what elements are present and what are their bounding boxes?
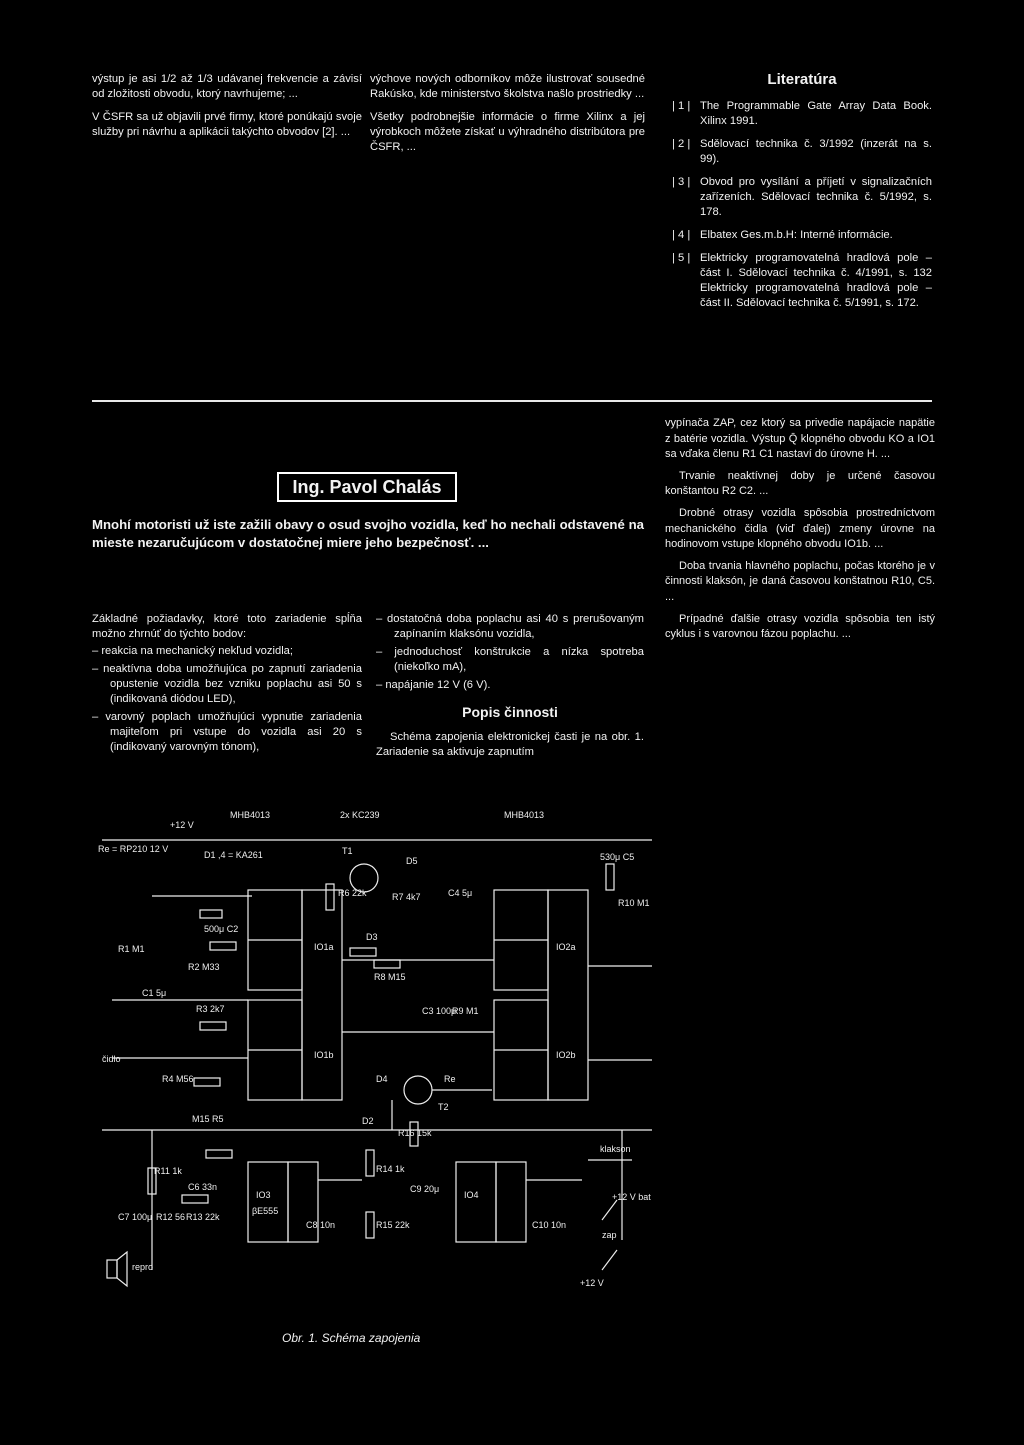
component-label: D3 [366, 932, 378, 942]
literature-text: Elbatex Ges.m.b.H: Interné informácie. [700, 229, 893, 241]
switch-label: zap [602, 1230, 617, 1240]
component-label: R16 15k [398, 1128, 432, 1138]
literature-item [672, 137, 932, 167]
component-label: R3 2k7 [196, 1004, 225, 1014]
ic-label: MHB4013 [504, 810, 545, 820]
literature-item [672, 99, 932, 129]
component-label: R8 M15 [374, 972, 406, 982]
component-label: C7 100μ [118, 1212, 153, 1222]
component-label: C9 20μ [410, 1184, 440, 1194]
literature-number: | 2 | [672, 138, 691, 150]
column-1 [92, 72, 362, 148]
circuit-schematic [92, 800, 660, 1320]
list-item: – napájanie 12 V (6 V). [376, 679, 491, 691]
component-label: R9 M1 [452, 1006, 479, 1016]
ic-label: IO4 [464, 1190, 479, 1200]
list-item: – jednoduchosť konštrukcie a nízka spotreba (niekoľko mA), [376, 646, 644, 673]
requirements-list [376, 612, 644, 693]
literature-number: | 1 | [672, 100, 691, 112]
sensor-label: čidlo [102, 1054, 121, 1064]
component-label: R7 4k7 [392, 892, 421, 902]
paragraph: Všetky podrobnejšie informácie o firme Xilinx a jej výrobkoch môžete získať u výhradného distribútora pre ČSFR, ... [370, 111, 645, 153]
component-label: C3 100μ [422, 1006, 457, 1016]
component-label: R14 1k [376, 1164, 405, 1174]
component-label: C4 5μ [448, 888, 473, 898]
paragraph: Trvanie neaktívnej doby je určené časovou konštantou R2 C2. ... [665, 469, 935, 498]
literature-item [672, 175, 932, 220]
voltage-label: +12 V [170, 820, 194, 830]
column-2 [370, 72, 645, 163]
literature-text: The Programmable Gate Array Data Book. Xilinx 1991. [700, 100, 932, 127]
component-label: C6 33n [188, 1182, 218, 1192]
component-label: R4 M56 [162, 1074, 194, 1084]
literature-text: Obvod pro vysílání a příjetí v signalizačních zařízeních. Sdělovací technika č. 5/1992, s. 178. [700, 176, 932, 218]
literature-text: Sdělovací technika č. 3/1992 (inzerát na s. 99). [700, 138, 932, 165]
literature-number: | 5 | [672, 252, 691, 264]
component-label: R15 22k [376, 1220, 410, 1230]
section-divider [92, 400, 932, 402]
component-label: R2 M33 [188, 962, 220, 972]
requirements-list [92, 644, 362, 755]
component-label: 500μ C2 [204, 924, 239, 934]
requirements-right [376, 612, 644, 760]
diode-label: D1 ,4 = KA261 [204, 850, 263, 860]
paragraph: Doba trvania hlavného poplachu, počas ktorého je v činnosti klaksón, je daná časovou konštatnou R10, C5. ... [665, 559, 935, 603]
list-item: – varovný poplach umožňujúci vypnutie zariadenia majiteľom pri vstupe do vozidla asi 20 s (indikovaný varovným tónom), [92, 711, 362, 753]
literature-text: Elektricky programovatelná hradlová pole – část I. Sdělovací technika č. 4/1991, s. 132 Elektricky programovatelná hradlová pole – část II. Sdělovací technika č. 5/1991, s. 172. [700, 252, 932, 309]
component-label: C10 10n [532, 1220, 567, 1230]
voltage-label: +12 V [580, 1278, 604, 1288]
component-label: M15 R5 [192, 1114, 224, 1124]
component-label: R13 22k [186, 1212, 220, 1222]
paragraph: vypínača ZAP, cez ktorý sa privedie napájacie napätie z batérie vozidla. Výstup Q̄ klopného obvodu KO a IO1 sa vďaka členu R1 C1 nastaví do úrovne H. ... [665, 417, 935, 461]
paragraph: Prípadné ďalšie otrasy vozidla spôsobia ten istý cyklus i s varovnou fázou poplachu. ... [665, 612, 935, 641]
literature-number: | 4 | [672, 229, 691, 241]
ic-label: 2x KC239 [340, 810, 380, 820]
ic-label: IO1a [314, 942, 334, 952]
ic-label: IO1b [314, 1050, 334, 1060]
component-label: D2 [362, 1116, 374, 1126]
list-item: – reakcia na mechanický nekľud vozidla; [92, 645, 294, 657]
list-item: – dostatočná doba poplachu asi 40 s prerušovaným zapínaním klaksónu vozidla, [376, 613, 644, 640]
ic-label: βE555 [252, 1206, 279, 1216]
figure-caption: Obr. 1. Schéma zapojenia [282, 1331, 421, 1345]
literature-title: Literatúra [767, 71, 837, 88]
requirements-left [92, 612, 362, 758]
component-label: C8 10n [306, 1220, 336, 1230]
component-label: R6 22k [338, 888, 367, 898]
paragraph: Schéma zapojenia elektronickej časti je na obr. 1. Zariadenie sa aktivuje zapnutím [376, 731, 644, 758]
paragraph: výstup je asi 1/2 až 1/3 udávanej frekvencie a závisí od zložitosti obvodu, ktorý navrhujeme; ... [92, 73, 362, 100]
requirements-intro: Základné požiadavky, ktoré toto zariadenie spĺňa možno zhrnúť do týchto bodov: [92, 613, 362, 640]
ic-label: IO3 [256, 1190, 271, 1200]
paragraph: výchove nových odborníkov môže ilustrovať sousedné Rakúsko, kde ministerstvo školstva našlo prostriedky ... [370, 73, 645, 100]
paragraph: V ČSFR sa už objavili prvé firmy, ktoré ponúkajú svoje služby pri návrhu a aplikácii takýchto obvodov [2]. ... [92, 111, 362, 138]
component-label: R11 1k [154, 1166, 182, 1176]
literature-item [672, 228, 932, 243]
relay-label: Re = RP210 12 V [98, 844, 169, 854]
component-label: R12 56 [156, 1212, 186, 1222]
component-label: C1 5μ [142, 988, 167, 998]
literature-number: | 3 | [672, 176, 691, 188]
transistor-label: T1 [342, 846, 353, 856]
horn-label: klakson [600, 1144, 631, 1154]
paragraph: Drobné otrasy vozidla spôsobia prostredníctvom mechanického čidla (viď ďalej) zmeny úrovne na hodinovom vstupe klopného obvodu IO1b. ... [665, 506, 935, 551]
component-label: R10 M1 [618, 898, 650, 908]
component-label: 530μ C5 [600, 852, 635, 862]
literature-column [672, 72, 932, 319]
battery-label: +12 V bat [612, 1192, 651, 1202]
section-heading: Popis činnosti [462, 704, 558, 720]
article-right-column [665, 416, 935, 649]
ic-label: IO2b [556, 1050, 576, 1060]
ic-label: MHB4013 [230, 810, 271, 820]
component-label: D4 [376, 1074, 388, 1084]
component-label: R1 M1 [118, 944, 145, 954]
ic-label: IO2a [556, 942, 576, 952]
list-item: – neaktívna doba umožňujúca po zapnutí zariadenia opustenie vozidla bez vzniku poplachu asi 50 s (indikovaná diódou LED), [92, 663, 362, 705]
speaker-label: repro [132, 1262, 154, 1272]
transistor-label: T2 [438, 1102, 449, 1112]
literature-item [672, 251, 932, 311]
component-label: D5 [406, 856, 418, 866]
article-intro: Mnohí motoristi už iste zažili obavy o osud svojho vozidla, keď ho nechali odstavené na mieste nezaručujúcom v dostatočnej miere jeho bezpečnosť. ... [92, 517, 644, 550]
component-label: Re [444, 1074, 456, 1084]
author-title: Ing. Pavol Chalás [277, 472, 457, 502]
